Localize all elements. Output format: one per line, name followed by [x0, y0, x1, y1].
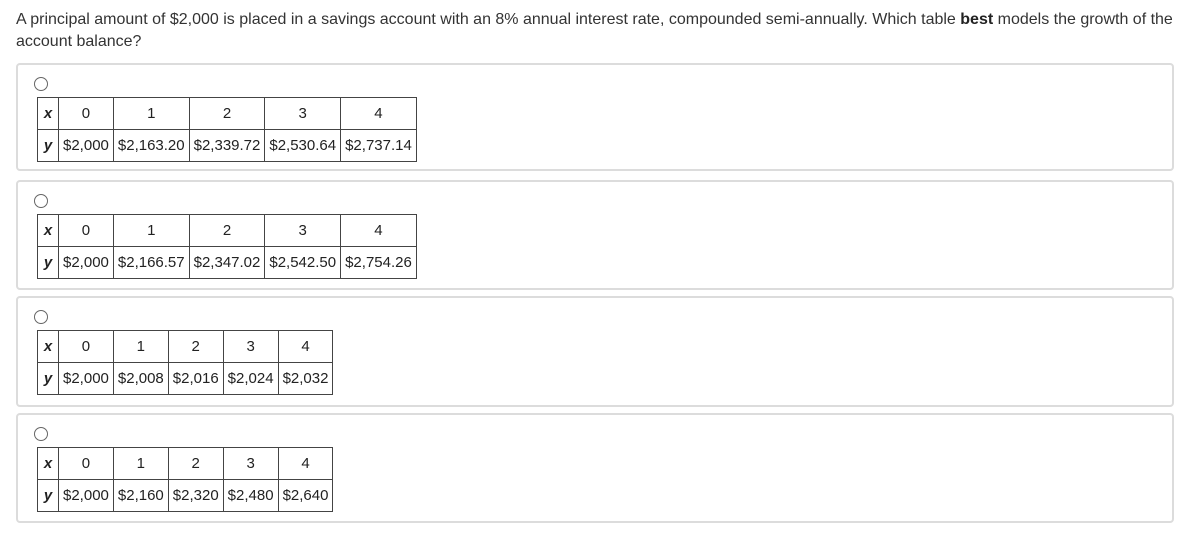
question-text — [16, 9, 1176, 53]
table-cell: $2,640 — [278, 480, 333, 512]
table-cell: 1 — [113, 215, 189, 247]
table-row-y — [38, 363, 333, 395]
table-cell: $2,024 — [223, 363, 278, 395]
table-row-x — [38, 215, 417, 247]
question-text-end: models the growth of the account balance? — [16, 11, 1173, 50]
table-cell: 3 — [223, 331, 278, 363]
row-label-x: x — [38, 215, 59, 247]
table-cell: $2,163.20 — [113, 130, 189, 162]
table-cell: 0 — [59, 215, 114, 247]
table-cell: $2,000 — [59, 247, 114, 279]
radio-button-c[interactable] — [34, 310, 48, 324]
row-label-y: y — [38, 363, 59, 395]
table-cell: $2,542.50 — [265, 247, 341, 279]
table-cell: 0 — [59, 448, 114, 480]
table-cell: 2 — [168, 331, 223, 363]
table-cell: $2,347.02 — [189, 247, 265, 279]
radio-button-a[interactable] — [34, 77, 48, 91]
table-cell: 4 — [278, 448, 333, 480]
radio-button-d[interactable] — [34, 427, 48, 441]
table-cell: $2,166.57 — [113, 247, 189, 279]
table-cell: $2,000 — [59, 363, 114, 395]
table-cell: $2,737.14 — [341, 130, 417, 162]
table-cell: 1 — [113, 448, 168, 480]
table-cell: 0 — [59, 98, 114, 130]
row-label-x: x — [38, 98, 59, 130]
table-cell: $2,016 — [168, 363, 223, 395]
table-cell: 0 — [59, 331, 114, 363]
table-row-x — [38, 331, 333, 363]
table-cell: $2,480 — [223, 480, 278, 512]
table-cell: 4 — [278, 331, 333, 363]
value-table-d — [37, 447, 333, 512]
answer-option-d[interactable] — [16, 413, 1174, 523]
row-label-x: x — [38, 331, 59, 363]
row-label-y: y — [38, 247, 59, 279]
table-cell: 3 — [265, 98, 341, 130]
table-cell: $2,339.72 — [189, 130, 265, 162]
table-row-y — [38, 480, 333, 512]
answer-option-b[interactable] — [16, 180, 1174, 290]
table-cell: 4 — [341, 98, 417, 130]
table-cell: 1 — [113, 98, 189, 130]
table-cell: 4 — [341, 215, 417, 247]
value-table-a — [37, 97, 417, 162]
value-table-c — [37, 330, 333, 395]
table-cell: 1 — [113, 331, 168, 363]
question-text-start: A principal amount of $2,000 is placed in a savings account with an 8% annual interest rate, compounded semi-annually. Which table — [16, 11, 961, 28]
question-emphasis: best — [960, 11, 994, 28]
table-cell: 2 — [189, 215, 265, 247]
answer-option-a[interactable] — [16, 63, 1174, 171]
table-cell: $2,000 — [59, 480, 114, 512]
value-table-b — [37, 214, 417, 279]
radio-button-b[interactable] — [34, 194, 48, 208]
table-row-y — [38, 130, 417, 162]
table-cell: 2 — [168, 448, 223, 480]
table-row-y — [38, 247, 417, 279]
table-cell: 3 — [223, 448, 278, 480]
table-row-x — [38, 98, 417, 130]
table-cell: 3 — [265, 215, 341, 247]
row-label-y: y — [38, 130, 59, 162]
table-cell: $2,032 — [278, 363, 333, 395]
table-cell: $2,008 — [113, 363, 168, 395]
table-cell: $2,000 — [59, 130, 114, 162]
table-row-x — [38, 448, 333, 480]
table-cell: $2,530.64 — [265, 130, 341, 162]
table-cell: $2,320 — [168, 480, 223, 512]
answer-option-c[interactable] — [16, 296, 1174, 407]
table-cell: 2 — [189, 98, 265, 130]
row-label-x: x — [38, 448, 59, 480]
row-label-y: y — [38, 480, 59, 512]
table-cell: $2,160 — [113, 480, 168, 512]
table-cell: $2,754.26 — [341, 247, 417, 279]
